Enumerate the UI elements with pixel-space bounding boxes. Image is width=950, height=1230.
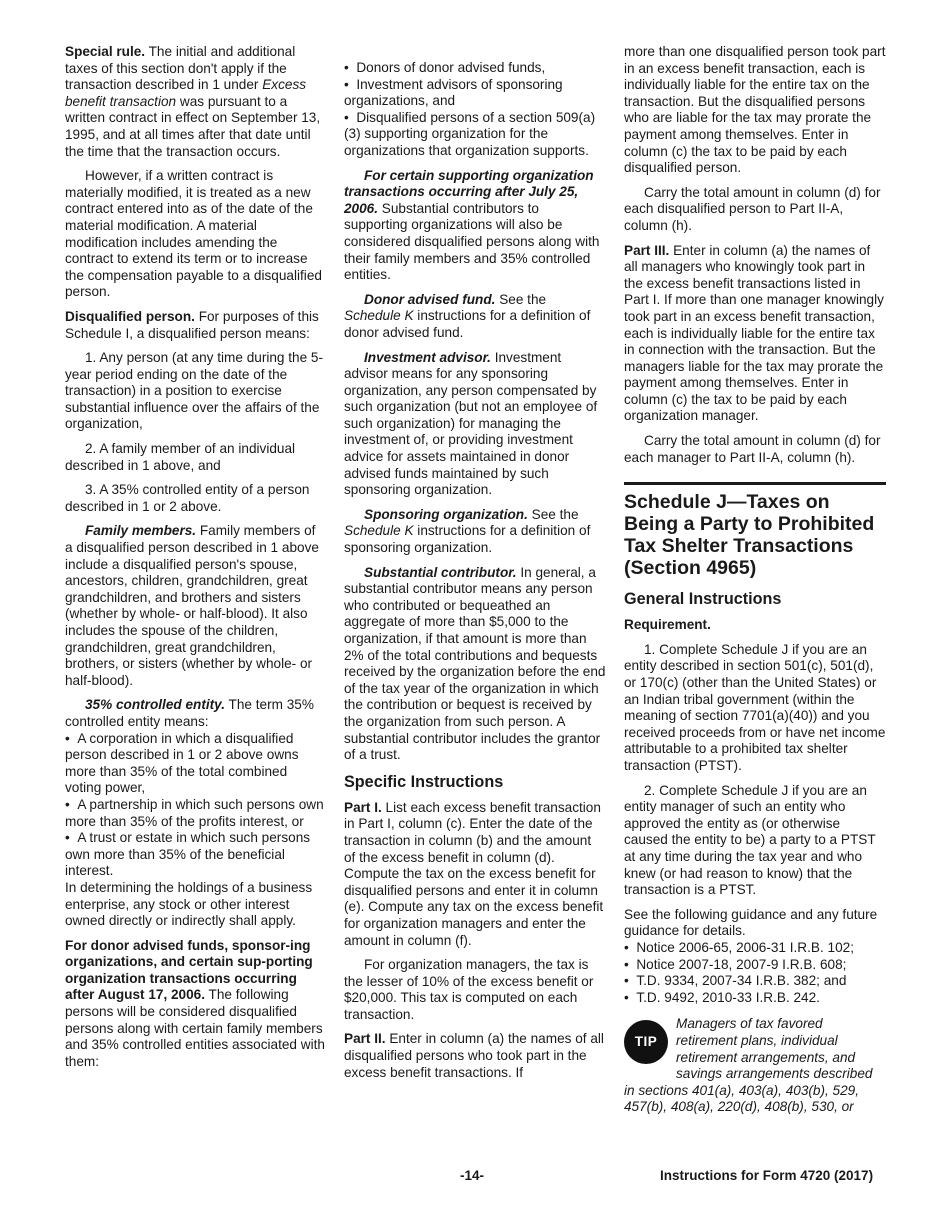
family-members-heading: Family members. <box>85 523 197 539</box>
special-rule-text-end: was pursuant to a written contract in effect on September 13, 1995, and at all times after that date until the time that the transaction occurs. <box>65 93 321 159</box>
page-number: -14- <box>460 1168 485 1183</box>
donor-advised-fund-text-end: instructions for a definition of donor advised fund. <box>344 308 591 340</box>
carry-paragraph-1: Carry the total amount in column (d) for each disqualified person to Part II-A, column (h). <box>624 184 881 233</box>
substantial-contributor-text: In general, a substantial contributor means any person who contributed or bequeathed an aggregate of more than $5,000 to the organization, if that amount is more than 2% of the total contributions and bequests received by the organization before the end of the tax year of the organization in which the contribution or bequest is received by the organization from such person. A substantial contributor includes the grantor of a trust. <box>344 564 606 763</box>
donor-advised-text: The following persons will be considered disqualified persons along with certain family members and 35% controlled entities associated with them: <box>65 987 325 1069</box>
sponsoring-org-text: See the <box>527 506 579 522</box>
requirement-item-1: 1. Complete Schedule J if you are an entity described in section 501(c), 501(d), or 170(c) (other than the United States) or an Indian tribal government (within the meaning of section 7701(a)(40)) and you received proceeds from or have net income attributable to a prohibited tax shelter transaction (PTST). <box>624 641 886 773</box>
part-ii-heading: Part II. <box>344 1031 386 1047</box>
tip-box <box>624 1016 886 1116</box>
donor-advised-heading: For donor advised funds, sponsor-ing organizations, and certain sup-porting organization transactions occurring after August 17, 2006. <box>65 937 313 1003</box>
controlled-entity-heading: 35% controlled entity. <box>85 697 225 713</box>
carry-paragraph-2: Carry the total amount in column (d) for each manager to Part II-A, column (h). <box>624 433 881 465</box>
supporting-org-text: Substantial contributors to supporting organizations will also be considered disqualified persons along with their family members and 35% controlled entities. <box>344 200 600 283</box>
list-item: • A trust or estate in which such persons own more than 35% of the beneficial interest. <box>65 830 326 880</box>
sponsoring-org-paragraph <box>344 507 606 557</box>
donor-advised-paragraph <box>65 938 326 1071</box>
part-i-text: List each excess benefit transaction in Part I, column (c). Enter the date of the transaction in column (b) and the amount of the excess benefit in column (d). Compute the tax on the excess benefit for disqualified persons and enter it in column (e). Compute any tax on the excess benefit for organization managers and enter the amount in column (f). <box>344 799 604 948</box>
special-rule-heading: Special rule. <box>65 44 146 59</box>
disqualified-person-heading: Disqualified person. <box>65 308 195 324</box>
special-rule-text: The initial and additional taxes of this section don't apply if the transaction described in 1 under <box>65 44 296 93</box>
list-item: • Donors of donor advised funds, <box>344 60 606 77</box>
list-item: • A corporation in which a disqualified person described in 1 or 2 above owns more than 35% of the total combined voting power, <box>65 731 326 797</box>
substantial-contributor-paragraph <box>344 565 606 764</box>
list-item: • T.D. 9492, 2010-33 I.R.B. 242. <box>624 990 886 1007</box>
investment-advisor-heading: Investment advisor. <box>364 349 491 365</box>
schedule-j-heading: Schedule J—Taxes on Being a Party to Prohibited Tax Shelter Transactions (Section 4965) <box>624 482 886 579</box>
part-iii-heading: Part III. <box>624 242 670 258</box>
family-members-paragraph <box>65 523 326 689</box>
column-middle <box>344 60 606 1089</box>
part-ii-paragraph <box>344 1031 606 1081</box>
tip-text: Managers of tax favored retirement plans, individual retirement arrangements, and savings arrangements described in sections 401(a), 403(a), 403(b), 529, 457(b), 408(a), 220(d), 408(b), 530, or <box>624 1016 873 1115</box>
disqualified-person-paragraph <box>65 309 326 342</box>
managers-tax-paragraph: For organization managers, the tax is the lesser of 10% of the excess benefit or $20,000. This tax is computed on each transaction. <box>344 957 594 1022</box>
list-item: • Notice 2006-65, 2006-31 I.R.B. 102; <box>624 940 886 957</box>
list-item: • Notice 2007-18, 2007-9 I.R.B. 608; <box>624 957 886 974</box>
general-instructions-heading: General Instructions <box>624 590 782 609</box>
excess-benefit-ref: Excess benefit transaction <box>65 77 307 109</box>
list-item: • T.D. 9334, 2007-34 I.R.B. 382; and <box>624 973 886 990</box>
tip-label: TIP <box>634 1034 658 1050</box>
special-rule-paragraph <box>65 44 326 160</box>
donor-advised-fund-text: See the <box>495 291 547 307</box>
family-members-text: Family members of a disqualified person described in 1 above include a disqualified person's spouse, ancestors, children, grandchildren, great grandchildren, and brothers and sisters (whether by whole- or half-blood). It also includes the spouse of the children, grandchildren, great grandchildren, brothers, or sisters (whether by whole- or half-blood). <box>65 523 319 688</box>
supporting-org-paragraph <box>344 168 606 284</box>
requirement-heading: Requirement. <box>624 617 711 633</box>
controlled-entity-list <box>65 731 326 880</box>
form-title-footer: Instructions for Form 4720 (2017) <box>660 1168 874 1183</box>
guidance-list <box>624 940 886 1006</box>
list-item: • Disqualified persons of a section 509(a)(3) supporting organization for the organizations that organization supports. <box>344 110 606 160</box>
donor-advised-fund-paragraph <box>344 292 606 342</box>
guidance-paragraph: See the following guidance and any future guidance for details. <box>624 906 878 939</box>
part-ii-text: Enter in column (a) the names of all disqualified persons who took part in the excess benefit transactions. If <box>344 1031 604 1080</box>
schedule-k-ref: Schedule K <box>344 523 414 539</box>
sponsoring-org-text-end: instructions for a definition of sponsoring organization. <box>344 523 591 556</box>
supporting-org-heading: For certain supporting organization transactions occurring after July 25, 2006. <box>344 167 594 216</box>
substantial-contributor-heading: Substantial contributor. <box>364 564 517 580</box>
donor-advised-fund-heading: Donor advised fund. <box>364 291 496 307</box>
dq-item-3: 3. A 35% controlled entity of a person described in 1 or 2 above. <box>65 482 310 514</box>
controlled-entity-text: The term 35% controlled entity means: <box>65 697 314 729</box>
list-item: • A partnership in which such persons own more than 35% of the profits interest, or <box>65 797 326 830</box>
tip-icon <box>624 1020 668 1064</box>
schedule-k-ref: Schedule K <box>344 308 414 324</box>
investment-advisor-paragraph <box>344 350 606 499</box>
dq-item-1: 1. Any person (at any time during the 5-year period ending on the date of the transaction) in a position to exercise substantial influence over the affairs of the organization, <box>65 350 324 432</box>
disqualified-list <box>344 60 606 160</box>
disqualified-person-text: For purposes of this Schedule I, a disqualified person means: <box>65 308 319 341</box>
list-item: • Investment advisors of sponsoring organizations, and <box>344 77 606 110</box>
controlled-entity-paragraph <box>65 697 326 730</box>
column-left <box>65 44 326 1078</box>
part-iii-text: Enter in column (a) the names of all managers who knowingly took part in the excess benefit transactions listed in Part I. If more than one manager knowingly took part in an excess benefit transaction, each is individually liable for the entire tax in connection with the transaction. But the managers liable for the tax may prorate the payment among themselves. Enter in column (c) the tax to be paid by each organization manager. <box>624 242 884 424</box>
however-paragraph: However, if a written contract is materially modified, it is treated as a new contract entered into as of the date of the material modification. A material modification includes amending the contract to extend its term or to increase the compensation payable to a disqualified person. <box>65 168 322 300</box>
holdings-paragraph: In determining the holdings of a business enterprise, any stock or other interest owned directly or indirectly shall apply. <box>65 879 313 929</box>
requirement-item-2: 2. Complete Schedule J if you are an entity manager of such an entity who approved the entity as (or otherwise caused the entity to be) a party to a PTST at any time during the tax year and who knew (or had reason to know) that the transaction is a PTST. <box>624 782 876 898</box>
part-ii-continued: more than one disqualified person took part in an excess benefit transaction, each is individually liable for the entire tax on the transaction. But the disqualified persons who are liable for the tax may prorate the payment among themselves. Enter in column (c) the tax to be paid by each disqualified person. <box>624 44 886 176</box>
column-right <box>624 44 886 1116</box>
dq-item-2: 2. A family member of an individual described in 1 above, and <box>65 441 296 473</box>
part-i-heading: Part I. <box>344 799 382 815</box>
investment-advisor-text: Investment advisor means for any sponsoring organization, any person compensated by such organization (but not an employee of such organization) for managing the investment of, or providing investment advice for assets maintained in donor advised funds maintained by such sponsoring organization. <box>344 349 598 498</box>
part-iii-paragraph <box>624 243 886 426</box>
sponsoring-org-heading: Sponsoring organization. <box>364 506 528 522</box>
specific-instructions-heading: Specific Instructions <box>344 772 504 791</box>
part-i-paragraph <box>344 800 606 949</box>
